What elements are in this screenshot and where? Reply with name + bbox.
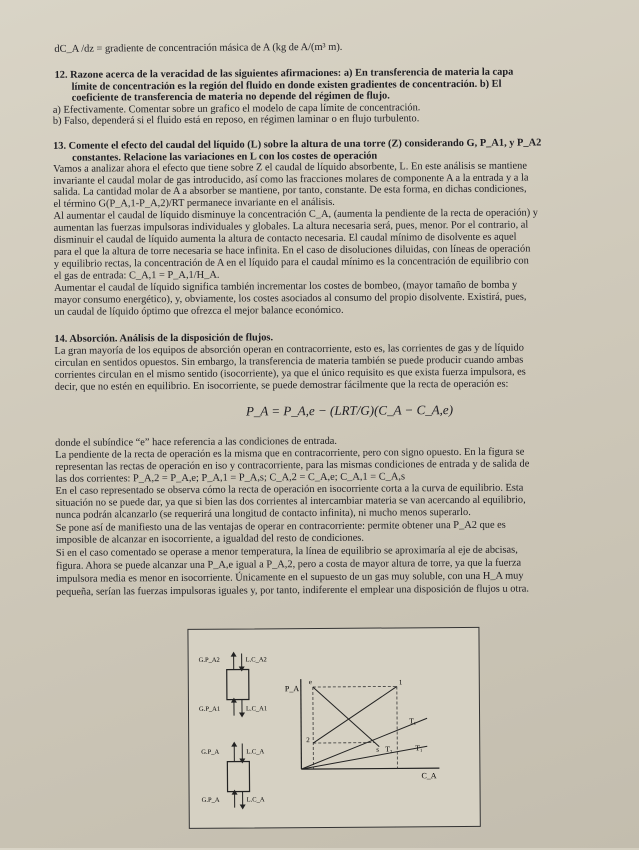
text-line: Vamos a analizar ahora el efecto que tiene sobre Z el caudal de líquido absorbente, L. En este análisis se mantiene xyxy=(53,160,583,176)
tower-bottom xyxy=(227,761,249,791)
text-line: corrientes circulan en el mismo sentido (isocorriente), ya que el único requisito es que exista fuerza impulsora, es xyxy=(55,366,585,382)
text-line: decir, que no estén en equilibrio. En isocorriente, se puede demostrar fácilmente que la recta de operación es: xyxy=(55,378,575,394)
text-line: Aumentar el caudal de líquido significa también incrementar los costes de bombeo, (mayor tamaño de bomba y xyxy=(54,279,584,295)
text-body xyxy=(0,0,633,2)
text-line: pequeña, serían las fuerzas impulsoras iguales y, por tanto, indiferente el emplear una disposición de flujos u otra. xyxy=(56,583,586,599)
label-gpa-bottom: G.P_A xyxy=(202,797,220,804)
figure xyxy=(187,627,480,829)
text-line: límite de concentración es la región del fluido en donde existen gradientes de concentración. b) El xyxy=(72,78,582,94)
text-line: 12. Razone acerca de la veracidad de las siguientes afirmaciones: a) En transferencia de materia la capa xyxy=(55,66,585,82)
text-line: situación no se puede dar, ya que si bien las dos corrientes al intercambiar materia se van acercando al equilibrio, xyxy=(56,494,586,510)
point-2: 2 xyxy=(306,736,310,744)
equilibrium-t2 xyxy=(301,746,427,769)
label-lca2: L.C_A2 xyxy=(246,656,267,663)
label-gpa2: G.P_A2 xyxy=(199,657,220,664)
text-line: salida. La cantidad molar de A a absorber se mantiene, por tanto, constante. De esta forma, en dichas condiciones, xyxy=(53,183,583,199)
text-line: invariante el caudal molar de gas introducido, así como las fracciones molares de componente A a la entrada y a la xyxy=(53,172,583,188)
text-line: las dos corrientes: P_A,2 = P_A,e; P_A,1 = P_A,s; C_A,2 = C_A,e; C_A,1 = C_A,s xyxy=(55,472,355,486)
label-gpa1: G.P_A1 xyxy=(199,706,220,713)
text-line: 14. Absorción. Análisis de la disposición de flujos. xyxy=(54,332,304,346)
text-line: donde el subíndice “e” hace referencia a las condiciones de entrada. xyxy=(55,436,385,450)
text-line: coeficiente de transferencia de materia no depende del régimen de flujo. xyxy=(72,90,412,104)
text-line: b) Falso, dependerá si el fluido está en reposo, en régimen laminar o en flujo turbulento. xyxy=(53,113,468,128)
operation-line-formula: P_A = P_A,e − (LRT/G)(C_A − C_A,e) xyxy=(246,402,453,419)
point-e: e xyxy=(309,678,312,686)
text-line: La pendiente de la recta de operación es la misma que en contracorriente, pero con signo opuesto. En la figura se xyxy=(55,446,585,462)
text-line: dC_A /dz = gradiente de concentración másica de A (kg de A/(m³ m). xyxy=(54,42,354,56)
text-line: a) Efectivamente. Comentar sobre un grafico el modelo de capa límite de concentración. xyxy=(53,102,458,117)
curve-t1b-label: T₁ xyxy=(415,743,423,752)
curve-t1-label: T₁ xyxy=(409,716,417,725)
x-axis xyxy=(301,768,439,769)
text-line: Si en el caso comentado se operase a menor temperatura, la línea de equilibrio se aproximaría al eje de abcisas, xyxy=(56,544,586,560)
text-line: nunca podrán alcanzarlo (se requerirá una longitud de contacto infinita), ni mucho menos superarlo. xyxy=(56,507,516,522)
text-line: circulan en sentidos opuestos. Sin embargo, la transferencia de materia también se puede producir cuando ambas xyxy=(55,354,585,370)
text-line: imposible de alcanzar en isocorriente, a igualdad del resto de condiciones. xyxy=(56,532,416,547)
x-axis-label: C_A xyxy=(421,771,436,780)
text-line: En el caso representado se observa cómo la recta de operación en isocorriente corta a la curva de equilibrio. Esta xyxy=(55,482,585,498)
text-line: Se pone así de manifiesto una de las ventajas de operar en contracorriente: permite obtener una P_A2 que es xyxy=(56,519,586,535)
point-1: 1 xyxy=(399,678,403,686)
text-line: constantes. Relacione las variaciones en L con los costes de operación xyxy=(72,150,402,164)
label-lca-top: L.C_A xyxy=(246,748,264,755)
equilibrium-t1 xyxy=(301,718,427,769)
tower-top xyxy=(227,669,249,699)
text-line: el término G(P_A,1-P_A,2)/RT permanece invariante en el análisis. xyxy=(53,197,338,211)
point-s: s xyxy=(376,746,379,754)
label-lca1: L.C_A1 xyxy=(246,705,267,712)
label-gpa-top: G.P_A xyxy=(201,749,219,756)
countercurrent-line xyxy=(313,686,397,743)
label-lca-bottom: L.C_A xyxy=(247,796,265,803)
text-line: aumentan las fuerzas impulsoras individuales y globales. La altura necesaria será, pues, menor. Por el contrario, al xyxy=(54,219,584,235)
text-line: representan las rectas de operación en iso y contracorriente, para las mismas condiciones de entrada y de salida de xyxy=(55,458,585,474)
text-line: el gas de entrada: C_A,1 = P_A,1/H_A. xyxy=(54,270,224,283)
text-line: 13. Comente el efecto del caudal del líquido (L) sobre la altura de una torre (Z) considerando G, P_A1, y P_A2 xyxy=(53,137,583,153)
y-axis xyxy=(301,679,302,769)
text-line: impulsora media es menor en isocorriente. Únicamente en el supuesto de un gas muy soluble, con una H_A muy xyxy=(56,570,586,586)
cocurrent-line xyxy=(313,687,379,747)
curve-t2-label: T₂ xyxy=(385,744,393,753)
y-axis-label: P_A xyxy=(285,684,300,693)
text-line: un caudal de líquido óptimo que ofrezca el mejor balance económico. xyxy=(54,305,364,319)
text-line: disminuir el caudal de líquido aumenta la altura de contacto necesaria. El caudal mínimo de disolvente es aquel xyxy=(54,231,584,247)
text-line: para el que la altura de torre necesaria se hace infinita. En el caso de disoluciones diluidas, con líneas de operación xyxy=(54,243,584,259)
text-line: Al aumentar el caudal de líquido disminuye la concentración C_A, (aumenta la pendiente de la recta de operación) y xyxy=(54,207,584,223)
text-line: figura. Ahora se puede alcanzar una P_A,e igual a P_A,2, pero a costa de mayor altura de torre, ya que la fuerza xyxy=(56,557,586,573)
text-line: La gran mayoría de los equipos de absorción operan en contracorriente, esto es, las corrientes de gas y de líquido xyxy=(54,342,584,358)
text-line: mayor consumo energético), y, obviamente, los costes asociados al consumo del propio disolvente. Existirá, pues, xyxy=(54,291,584,307)
text-line: y equilibrio rectas, la concentración de A en el líquido para el caudal mínimo es la concentración de equilibrio con xyxy=(54,255,584,271)
figure-svg xyxy=(188,628,479,828)
